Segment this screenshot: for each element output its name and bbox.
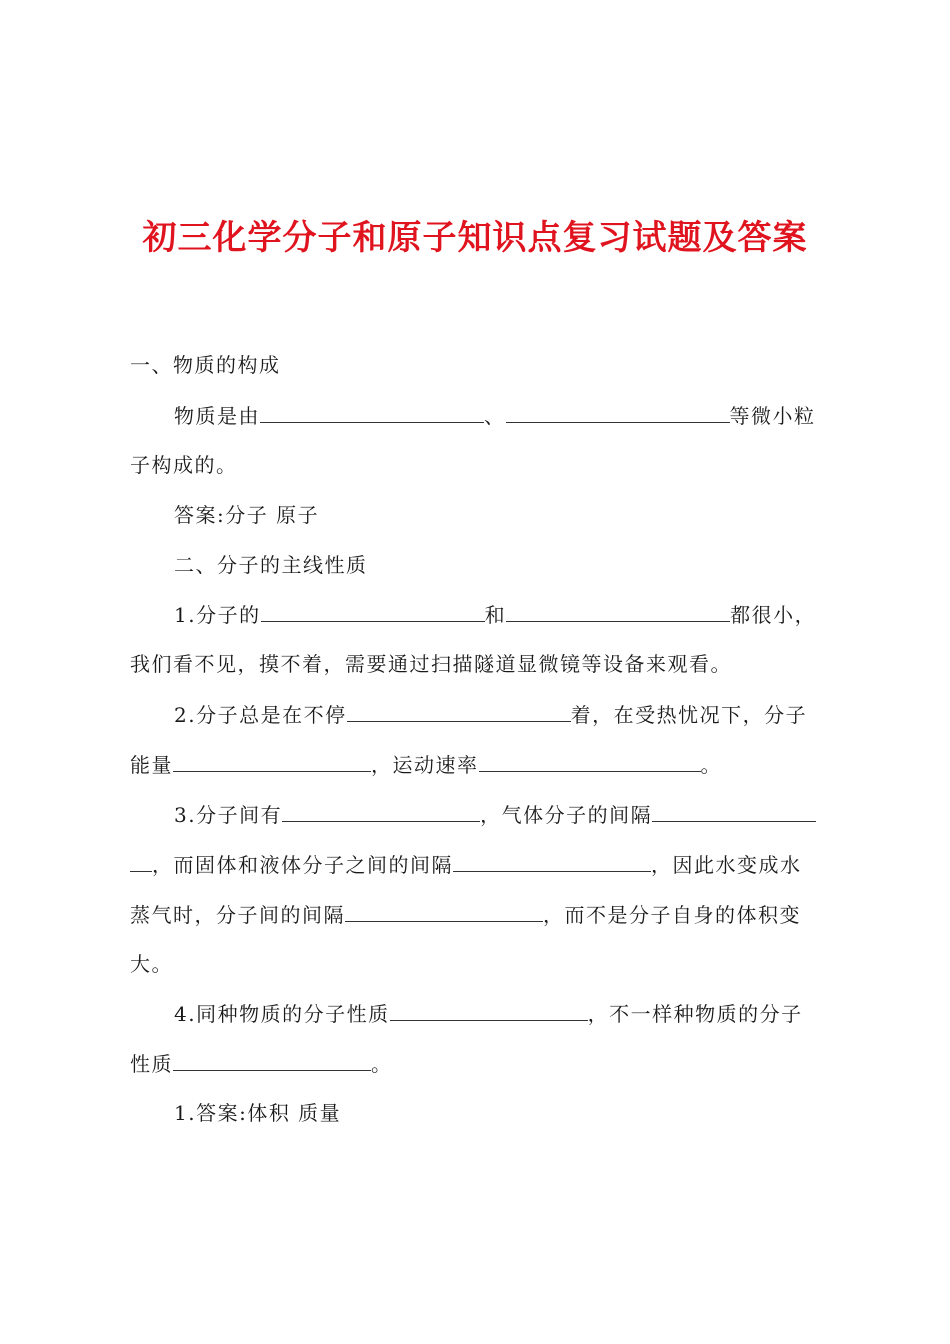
answer-blank[interactable] bbox=[260, 400, 484, 423]
question-text: ，气体分子的间隔 bbox=[480, 803, 653, 827]
section-heading-molecule: 二、分子的主线性质 bbox=[174, 553, 368, 577]
question-3-line4: 大。 bbox=[130, 952, 173, 976]
question-matter-line2: 子构成的。 bbox=[130, 453, 238, 477]
question-text: 都很小， bbox=[730, 603, 817, 627]
question-4-line2 bbox=[130, 1048, 830, 1079]
question-text: ，不一样种物质的分子 bbox=[587, 1002, 803, 1026]
question-3-line3 bbox=[130, 899, 830, 930]
question-text: 。 bbox=[371, 1052, 393, 1076]
answer-blank[interactable] bbox=[173, 1048, 371, 1071]
question-text: 3.分子间有 bbox=[174, 803, 283, 827]
question-text: 蒸气时，分子间的间隔 bbox=[130, 903, 345, 927]
answer-blank[interactable] bbox=[506, 599, 730, 622]
question-4-line1 bbox=[174, 998, 830, 1029]
question-text: 能量 bbox=[130, 753, 173, 777]
answer-blank[interactable] bbox=[506, 400, 730, 423]
question-text: ，而不是分子自身的体积变 bbox=[543, 903, 801, 927]
question-text: 着，在受热忧况下，分子 bbox=[570, 703, 808, 727]
question-2-line2 bbox=[130, 749, 830, 780]
answer-blank[interactable] bbox=[282, 799, 480, 822]
answer-blank[interactable] bbox=[261, 599, 485, 622]
question-1-line1 bbox=[174, 599, 830, 630]
question-1-line2: 我们看不见，摸不着，需要通过扫描隧道显微镜等设备来观看。 bbox=[130, 652, 732, 676]
question-text: 和 bbox=[484, 603, 507, 627]
answer-blank-continued[interactable] bbox=[130, 849, 152, 872]
question-text: 4.同种物质的分子性质 bbox=[174, 1002, 390, 1026]
question-text: 物质是由 bbox=[174, 404, 260, 428]
question-text: ，运动速率 bbox=[371, 753, 479, 777]
answer-blank[interactable] bbox=[345, 899, 543, 922]
question-text: ，而固体和液体分子之间的间隔 bbox=[152, 853, 453, 877]
answer-blank[interactable] bbox=[173, 749, 371, 772]
answer-blank[interactable] bbox=[390, 998, 588, 1021]
question-text: 性质 bbox=[130, 1052, 173, 1076]
question-3-line2 bbox=[130, 849, 830, 880]
question-text: 等微小粒 bbox=[729, 404, 816, 428]
question-text: 2.分子总是在不停 bbox=[174, 703, 347, 727]
question-text: 1.分子的 bbox=[174, 603, 261, 627]
question-text: 、 bbox=[484, 404, 506, 428]
answer-blank[interactable] bbox=[479, 749, 701, 772]
question-text: 。 bbox=[700, 753, 722, 777]
question-2-line1 bbox=[174, 699, 830, 730]
question-text: ，因此水变成水 bbox=[651, 853, 802, 877]
answer-blank[interactable] bbox=[347, 699, 571, 722]
answer-blank[interactable] bbox=[453, 849, 651, 872]
question-matter-line1 bbox=[174, 400, 830, 431]
question-3-line1 bbox=[174, 799, 830, 830]
answer-line: 1.答案:体积 质量 bbox=[174, 1101, 342, 1125]
document-title: 初三化学分子和原子知识点复习试题及答案 bbox=[142, 218, 808, 258]
answer-line: 答案:分子 原子 bbox=[174, 503, 320, 527]
section-heading-matter: 一、物质的构成 bbox=[130, 353, 281, 377]
answer-blank[interactable] bbox=[652, 799, 816, 822]
